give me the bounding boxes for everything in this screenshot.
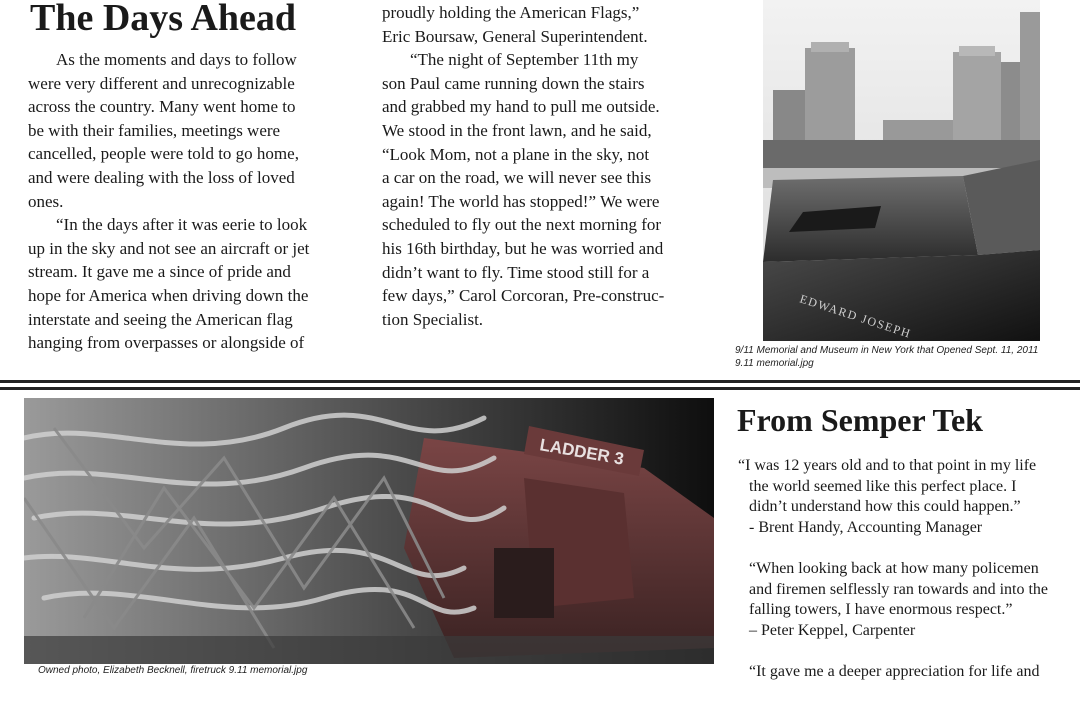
firetruck-illustration (24, 398, 714, 664)
section-rule-bottom (0, 387, 1080, 390)
quote-attribution: - Brent Handy, Accounting Manager (749, 518, 983, 536)
text-line: Eric Boursaw, General Superintendent. (382, 26, 648, 46)
semper-quotes (738, 456, 1078, 703)
text-line: were very different and unrecognizable (28, 73, 295, 93)
caption-filename: 9.11 memorial.jpg (735, 358, 814, 369)
quote-attribution: – Peter Keppel, Carpenter (749, 621, 916, 639)
text-line: again! The world has stopped!” We were (382, 191, 660, 211)
text-line: “In the days after it was eerie to look (56, 215, 308, 235)
text-line: didn’t want to fly. Time stood still for a (382, 262, 650, 282)
text-line: hope for America when driving down the (28, 285, 309, 305)
column-2-text (382, 1, 727, 331)
text-line: “The night of September 11th my (410, 50, 639, 70)
text-line: As the moments and days to follow (56, 50, 297, 69)
text-line: ones. (28, 191, 64, 211)
text-line: We stood in the front lawn, and he said, (382, 120, 652, 140)
memorial-engraving: EDWARD JOSEPH (798, 291, 914, 341)
caption-line: 9/11 Memorial and Museum in New York that Opened Sept. 11, 2011 (735, 345, 1039, 356)
quote-line: “I was 12 years old and to that point in my life (738, 457, 1037, 474)
firetruck-photo (24, 398, 714, 664)
firetruck-caption: Owned photo, Elizabeth Becknell, firetruck 9.11 memorial.jpg (38, 665, 308, 676)
quote-brent-handy (738, 456, 1078, 538)
text-line: scheduled to fly out the next morning for (382, 215, 662, 235)
text-line: his 16th birthday, but he was worried and (382, 238, 664, 258)
text-line: son Paul came running down the stairs (382, 73, 645, 93)
quote-peter-keppel (738, 559, 1078, 641)
text-line: few days,” Carol Corcoran, Pre-construc- (382, 286, 665, 306)
text-line: stream. It gave me a since of pride and (28, 262, 291, 282)
text-line: interstate and seeing the American flag (28, 309, 293, 329)
quote-third (738, 662, 1078, 683)
quote-line: “It gave me a deeper appreciation for life and (749, 662, 1040, 680)
memorial-caption (735, 344, 1075, 370)
ladder-sign: LADDER 3 (538, 435, 626, 469)
quote-line: falling towers, I have enormous respect.” (749, 601, 1013, 619)
text-line: up in the sky and not see an aircraft or jet (28, 238, 310, 258)
memorial-photo (763, 0, 1040, 341)
quote-line: didn’t understand how this could happen.” (749, 498, 1021, 516)
text-line: a car on the road, we will never see this (382, 168, 652, 188)
text-line: be with their families, meetings were (28, 120, 281, 140)
text-line: cancelled, people were told to go home, (28, 144, 299, 164)
quote-line: “When looking back at how many policemen (749, 559, 1039, 577)
text-line: and grabbed my hand to pull me outside. (382, 97, 660, 117)
text-line: tion Specialist. (382, 309, 484, 329)
quote-line: the world seemed like this perfect place. I (749, 477, 1017, 495)
text-line: proudly holding the American Flags,” (382, 3, 640, 22)
text-line: “Look Mom, not a plane in the sky, not (382, 144, 650, 164)
column-1-text (28, 48, 368, 355)
section-rule-top (0, 380, 1080, 383)
heading-semper-tek: From Semper Tek (737, 402, 983, 438)
memorial-illustration (763, 0, 1040, 341)
heading-days-ahead: The Days Ahead (30, 0, 297, 39)
text-line: and were dealing with the loss of loved (28, 167, 295, 187)
text-line: across the country. Many went home to (28, 97, 296, 117)
text-line: hanging from overpasses or alongside of (28, 333, 305, 353)
quote-line: and firemen selflessly ran towards and into the (749, 580, 1049, 598)
